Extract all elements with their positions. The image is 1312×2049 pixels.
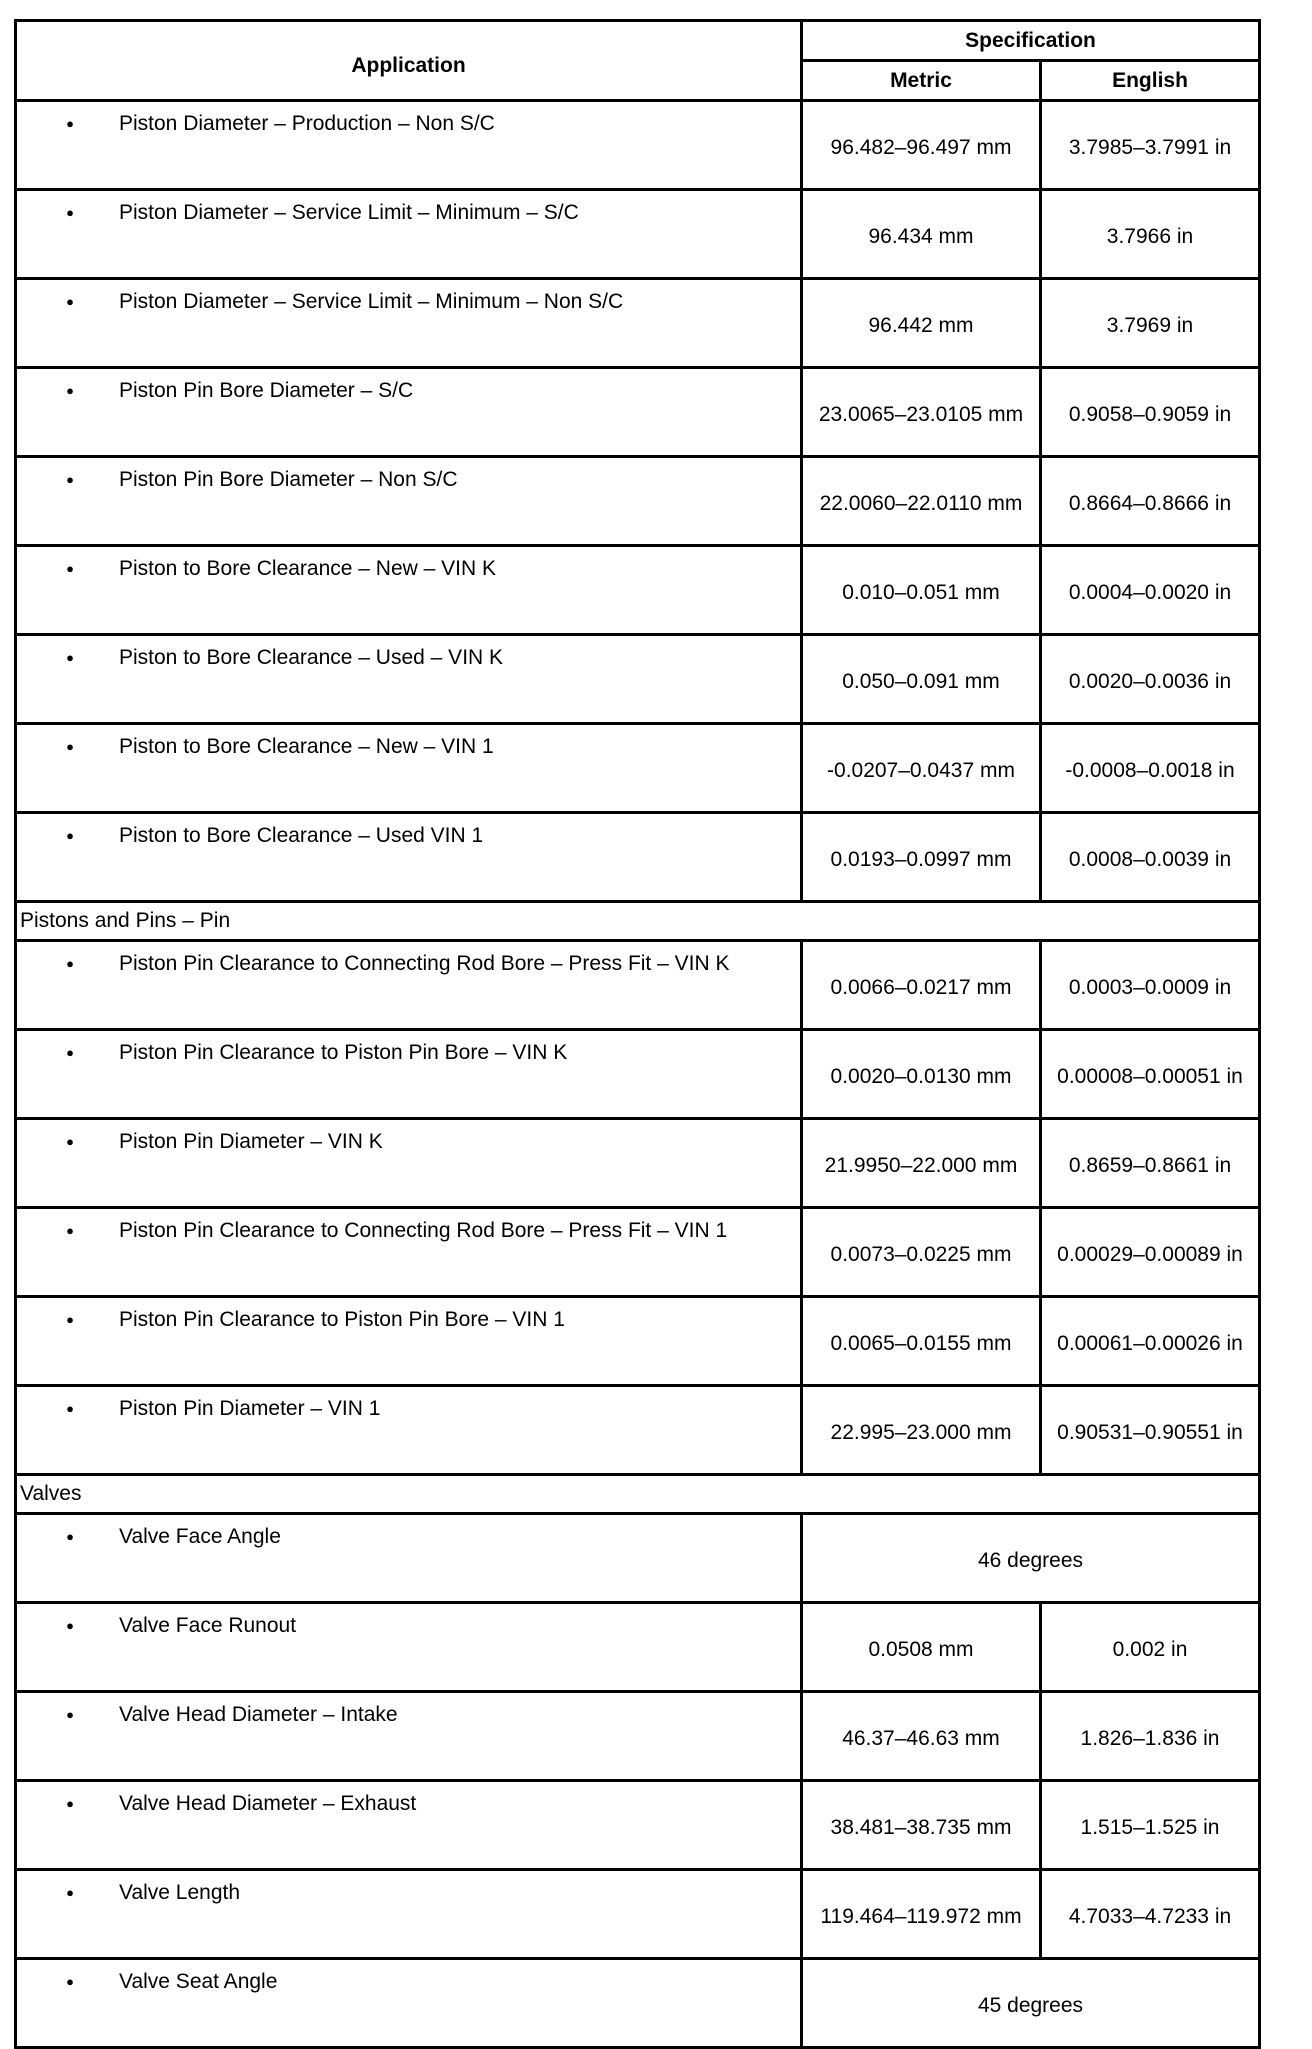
- application-cell: [16, 635, 802, 724]
- bullet-icon: ●: [66, 1312, 74, 1327]
- table-row: [16, 1030, 1260, 1119]
- bullet-icon: ●: [66, 1401, 74, 1416]
- application-label: Piston Pin Bore Diameter – Non S/C: [119, 468, 458, 491]
- table-row: [16, 1692, 1260, 1781]
- header-english: English: [1041, 61, 1260, 101]
- bullet-icon: ●: [66, 1045, 74, 1060]
- section-title: Valves: [16, 1475, 1260, 1514]
- table-row: [16, 1603, 1260, 1692]
- combined-value: 46 degrees: [802, 1514, 1260, 1603]
- section-header-row: [16, 1475, 1260, 1514]
- english-value: 0.00061–0.00026 in: [1041, 1297, 1260, 1386]
- bullet-icon: ●: [66, 1134, 74, 1149]
- english-value: 0.0008–0.0039 in: [1041, 813, 1260, 902]
- english-value: 0.8664–0.8666 in: [1041, 457, 1260, 546]
- application-cell: [16, 1386, 802, 1475]
- english-value: 1.515–1.525 in: [1041, 1781, 1260, 1870]
- specification-table: [14, 19, 1261, 2049]
- application-label: Piston Pin Bore Diameter – S/C: [119, 379, 414, 402]
- application-cell: [16, 941, 802, 1030]
- application-cell: [16, 279, 802, 368]
- table-row: [16, 457, 1260, 546]
- application-label: Valve Face Runout: [119, 1614, 297, 1637]
- bullet-icon: ●: [66, 116, 74, 131]
- english-value: 3.7969 in: [1041, 279, 1260, 368]
- metric-value: 0.0020–0.0130 mm: [802, 1030, 1041, 1119]
- table-row: [16, 941, 1260, 1030]
- header-application: Application: [16, 21, 802, 101]
- table-row: [16, 546, 1260, 635]
- english-value: 0.9058–0.9059 in: [1041, 368, 1260, 457]
- table-row: [16, 1297, 1260, 1386]
- bullet-icon: ●: [66, 1529, 74, 1544]
- bullet-icon: ●: [66, 828, 74, 843]
- table-row: [16, 813, 1260, 902]
- english-value: -0.0008–0.0018 in: [1041, 724, 1260, 813]
- metric-value: 96.442 mm: [802, 279, 1041, 368]
- english-value: 0.90531–0.90551 in: [1041, 1386, 1260, 1475]
- table-row: [16, 1781, 1260, 1870]
- application-label: Valve Seat Angle: [119, 1970, 278, 1993]
- english-value: 4.7033–4.7233 in: [1041, 1870, 1260, 1959]
- application-label: Piston Pin Clearance to Piston Pin Bore – VIN 1: [119, 1308, 565, 1331]
- metric-value: 96.434 mm: [802, 190, 1041, 279]
- application-cell: [16, 1959, 802, 2048]
- application-label: Piston Pin Clearance to Connecting Rod Bore – Press Fit – VIN K: [119, 952, 730, 975]
- application-cell: [16, 1692, 802, 1781]
- bullet-icon: ●: [66, 956, 74, 971]
- metric-value: 22.0060–22.0110 mm: [802, 457, 1041, 546]
- english-value: 0.0020–0.0036 in: [1041, 635, 1260, 724]
- application-cell: [16, 1208, 802, 1297]
- english-value: 0.00008–0.00051 in: [1041, 1030, 1260, 1119]
- bullet-icon: ●: [66, 205, 74, 220]
- metric-value: 0.0065–0.0155 mm: [802, 1297, 1041, 1386]
- application-label: Piston Diameter – Production – Non S/C: [119, 112, 495, 135]
- bullet-icon: ●: [66, 1974, 74, 1989]
- metric-value: 21.9950–22.000 mm: [802, 1119, 1041, 1208]
- english-value: 3.7985–3.7991 in: [1041, 101, 1260, 190]
- section-header-row: [16, 902, 1260, 941]
- english-value: 3.7966 in: [1041, 190, 1260, 279]
- table-row: [16, 279, 1260, 368]
- metric-value: 38.481–38.735 mm: [802, 1781, 1041, 1870]
- application-cell: [16, 101, 802, 190]
- application-cell: [16, 1870, 802, 1959]
- english-value: 0.0004–0.0020 in: [1041, 546, 1260, 635]
- table-row: [16, 635, 1260, 724]
- english-value: 0.002 in: [1041, 1603, 1260, 1692]
- header-metric: Metric: [802, 61, 1041, 101]
- table-row: [16, 1514, 1260, 1603]
- application-label: Piston Pin Diameter – VIN 1: [119, 1397, 381, 1420]
- application-label: Piston to Bore Clearance – New – VIN 1: [119, 735, 494, 758]
- application-label: Valve Length: [119, 1881, 241, 1904]
- bullet-icon: ●: [66, 1223, 74, 1238]
- application-label: Valve Head Diameter – Exhaust: [119, 1792, 417, 1815]
- application-cell: [16, 1030, 802, 1119]
- application-cell: [16, 190, 802, 279]
- metric-value: 0.050–0.091 mm: [802, 635, 1041, 724]
- english-value: 0.00029–0.00089 in: [1041, 1208, 1260, 1297]
- application-cell: [16, 1781, 802, 1870]
- section-title: Pistons and Pins – Pin: [16, 902, 1260, 941]
- metric-value: 22.995–23.000 mm: [802, 1386, 1041, 1475]
- bullet-icon: ●: [66, 650, 74, 665]
- application-cell: [16, 1297, 802, 1386]
- bullet-icon: ●: [66, 1885, 74, 1900]
- application-label: Piston Pin Diameter – VIN K: [119, 1130, 383, 1153]
- application-label: Piston to Bore Clearance – Used VIN 1: [119, 824, 484, 847]
- application-cell: [16, 368, 802, 457]
- bullet-icon: ●: [66, 1618, 74, 1633]
- english-value: 0.0003–0.0009 in: [1041, 941, 1260, 1030]
- bullet-icon: ●: [66, 383, 74, 398]
- metric-value: 0.0193–0.0997 mm: [802, 813, 1041, 902]
- application-cell: [16, 1119, 802, 1208]
- metric-value: 96.482–96.497 mm: [802, 101, 1041, 190]
- application-cell: [16, 724, 802, 813]
- table-row: [16, 190, 1260, 279]
- application-label: Piston Pin Clearance to Connecting Rod Bore – Press Fit – VIN 1: [119, 1219, 728, 1242]
- table-row: [16, 1208, 1260, 1297]
- application-label: Valve Head Diameter – Intake: [119, 1703, 398, 1726]
- application-label: Piston to Bore Clearance – Used – VIN K: [119, 646, 504, 669]
- bullet-icon: ●: [66, 1796, 74, 1811]
- application-label: Piston to Bore Clearance – New – VIN K: [119, 557, 497, 580]
- bullet-icon: ●: [66, 561, 74, 576]
- table-row: [16, 724, 1260, 813]
- application-label: Piston Pin Clearance to Piston Pin Bore – VIN K: [119, 1041, 568, 1064]
- metric-value: 0.010–0.051 mm: [802, 546, 1041, 635]
- english-value: 0.8659–0.8661 in: [1041, 1119, 1260, 1208]
- application-cell: [16, 457, 802, 546]
- bullet-icon: ●: [66, 472, 74, 487]
- header-specification: Specification: [802, 21, 1260, 61]
- metric-value: 0.0073–0.0225 mm: [802, 1208, 1041, 1297]
- table-row: [16, 368, 1260, 457]
- metric-value: 0.0066–0.0217 mm: [802, 941, 1041, 1030]
- application-label: Valve Face Angle: [119, 1525, 281, 1548]
- application-label: Piston Diameter – Service Limit – Minimum – Non S/C: [119, 290, 624, 313]
- table-row: [16, 1959, 1260, 2048]
- table-row: [16, 1386, 1260, 1475]
- application-cell: [16, 1514, 802, 1603]
- application-cell: [16, 546, 802, 635]
- table-row: [16, 101, 1260, 190]
- combined-value: 45 degrees: [802, 1959, 1260, 2048]
- english-value: 1.826–1.836 in: [1041, 1692, 1260, 1781]
- metric-value: 46.37–46.63 mm: [802, 1692, 1041, 1781]
- bullet-icon: ●: [66, 1707, 74, 1722]
- application-cell: [16, 1603, 802, 1692]
- metric-value: 0.0508 mm: [802, 1603, 1041, 1692]
- bullet-icon: ●: [66, 739, 74, 754]
- bullet-icon: ●: [66, 294, 74, 309]
- metric-value: 119.464–119.972 mm: [802, 1870, 1041, 1959]
- application-label: Piston Diameter – Service Limit – Minimum – S/C: [119, 201, 579, 224]
- table-row: [16, 1870, 1260, 1959]
- application-cell: [16, 813, 802, 902]
- metric-value: -0.0207–0.0437 mm: [802, 724, 1041, 813]
- metric-value: 23.0065–23.0105 mm: [802, 368, 1041, 457]
- table-row: [16, 1119, 1260, 1208]
